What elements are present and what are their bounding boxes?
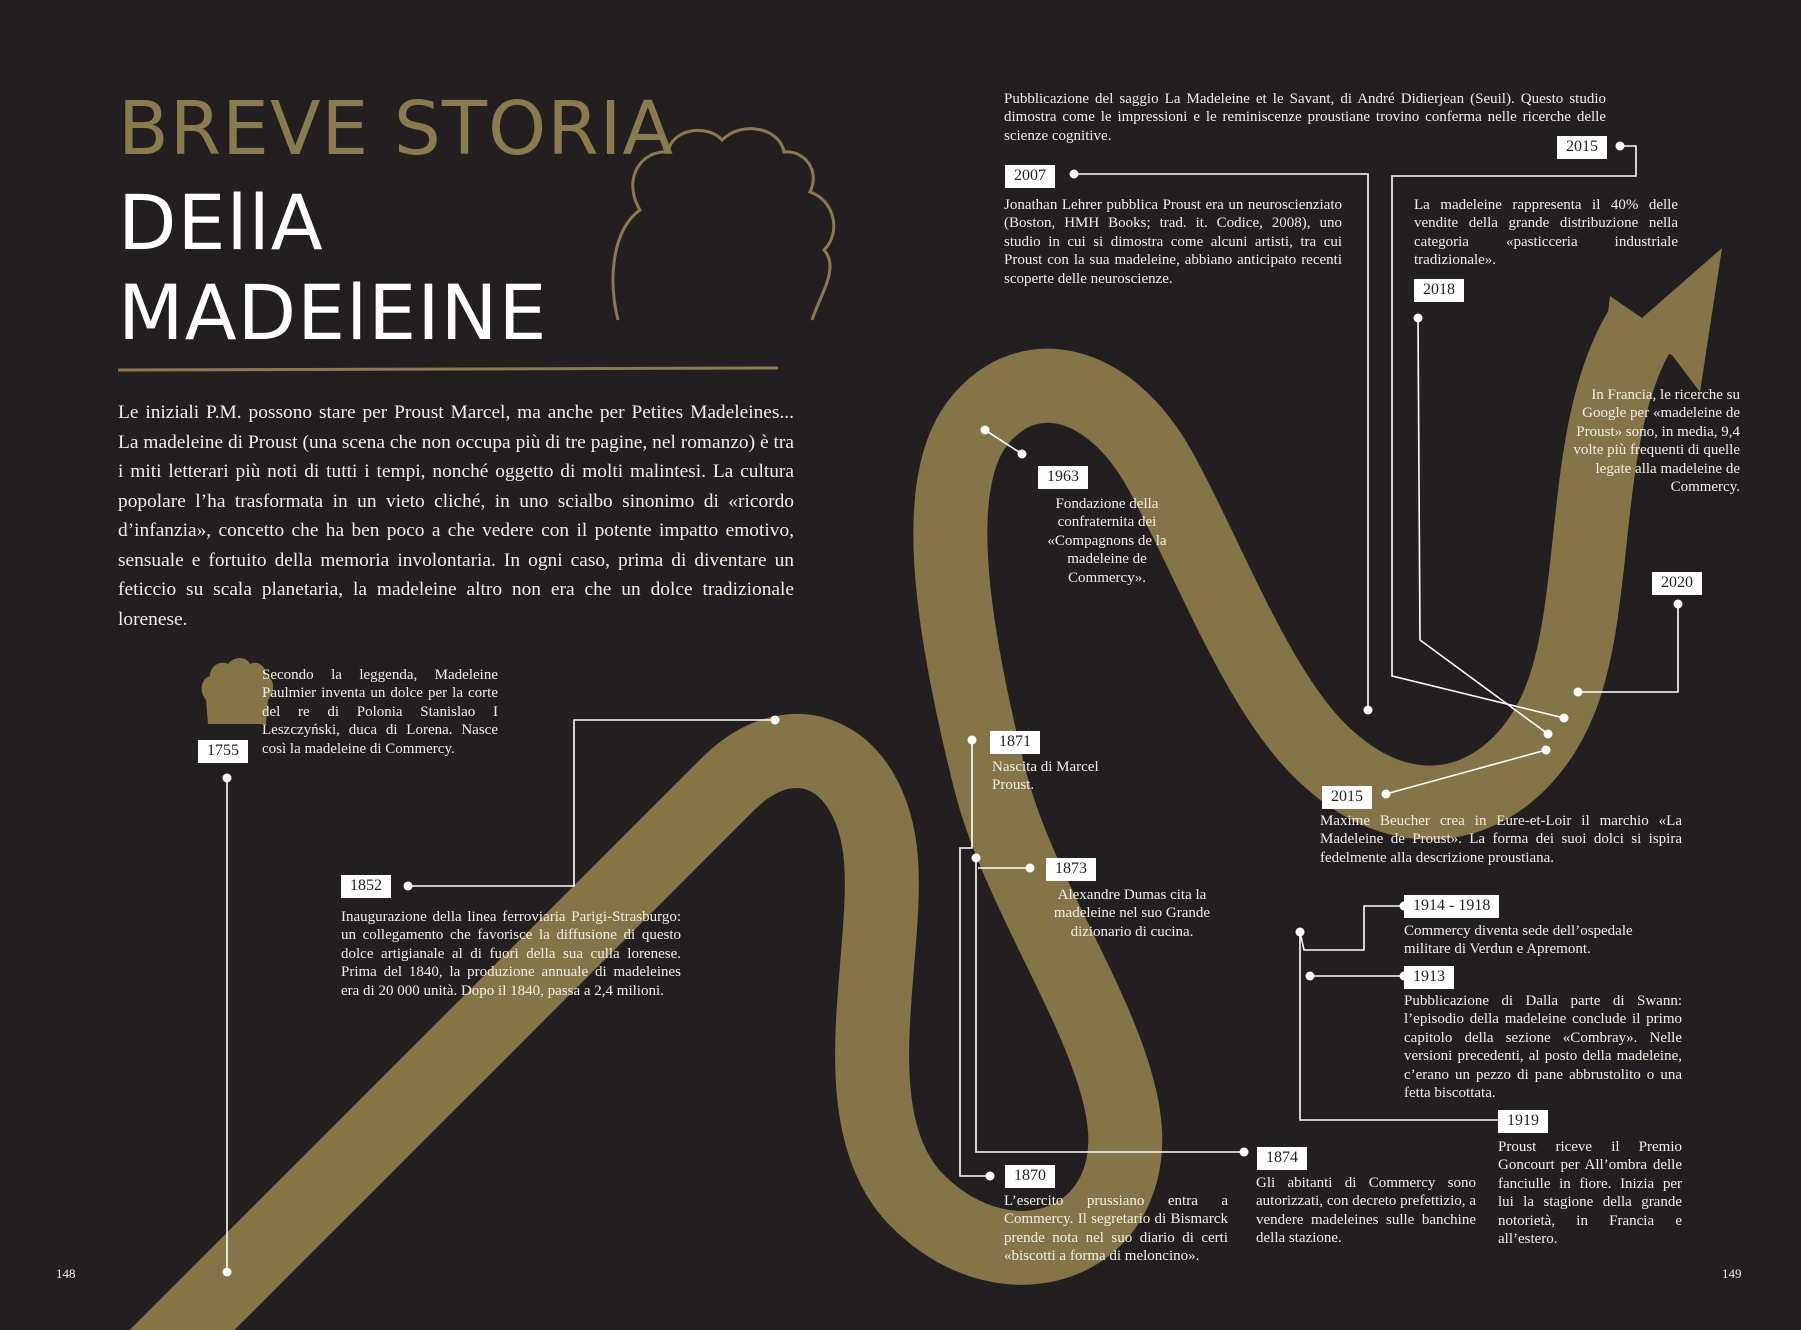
event-text-2015-beucher: Maxime Beucher crea in Eure-et-Loir il marchio «La Madeleine de Proust». La forma dei suoi dolci si ispira fedelmente alla descrizione proustiana.	[1320, 813, 1682, 866]
page-number-left: 148	[56, 1266, 76, 1281]
year-label-1914-1918: 1914 - 1918	[1404, 895, 1499, 918]
intro-paragraph: Le iniziali P.M. possono stare per Proust Marcel, ma anche per Petites Madeleines... La madeleine di Proust (una scena che non occupa più di tre pagine, nel romanzo) è tra i miti letterari più noti di tutti i tempi, nonché oggetto di molti malintesi. La cultura popolare l’ha trasformata in un vieto cliché, in uno scialbo sinonimo di «ricordo d’infanzia», concetto che ha ben poco a che vedere con il potente impatto emotivo, sensuale e fortuito della memoria involontaria. In ogni caso, prima di diventare un feticcio su scala planetaria, la madeleine altro non era che un dolce tradizionale lorenese.	[118, 402, 794, 630]
title-line-3: MADElEINE	[118, 268, 548, 357]
event-text-1874: Gli abitanti di Commercy sono autorizzati, con decreto prefettizio, a vendere madeleines sulle banchine della stazione.	[1256, 1175, 1476, 1247]
title-line-1: BREVE STORIA	[118, 86, 675, 172]
event-text-1870: L’esercito prussiano entra a Commercy. Il segretario di Bismarck prende nota nel suo diario di certi «biscotti a forma di meloncino».	[1004, 1193, 1228, 1265]
year-label-1919: 1919	[1498, 1110, 1548, 1133]
event-text-1873: Alexandre Dumas cita la madeleine nel suo Grande dizionario di cucina.	[1053, 887, 1211, 940]
year-label-2007: 2007	[1005, 165, 1055, 188]
event-text-1963: Fondazione della confraternita dei «Compagnons de la madeleine de Commercy».	[1047, 496, 1167, 586]
year-label-1755: 1755	[198, 740, 248, 763]
title-line-2: DEllA	[118, 178, 324, 267]
event-text-1755: Secondo la leggenda, Madeleine Paulmier inventa un dolce per la corte del re di Polonia Stanislao I Leszczyński, duca di Lorena. Nasce così la madeleine di Commercy.	[262, 667, 498, 757]
event-text-1919: Proust riceve il Premio Goncourt per All’ombra delle fanciulle in fiore. Inizia per lui la stagione della grande notorietà, in Francia e all’estero.	[1498, 1139, 1682, 1248]
year-label-1913: 1913	[1404, 966, 1454, 989]
year-label-1963: 1963	[1038, 466, 1088, 489]
year-label-2020: 2020	[1652, 572, 1702, 595]
year-label-2015-beucher: 2015	[1322, 786, 1372, 809]
year-label-1852: 1852	[341, 875, 391, 898]
event-text-1852: Inaugurazione della linea ferroviaria Parigi-Strasburgo: un collegamento che favorisce la diffusione di questo dolce artigianale al di fuori della sua culla lorenese. Prima del 1840, la produzione annuale di madeleines era di 20 000 unità. Dopo il 1840, passa a 2,4 milioni.	[341, 909, 681, 999]
title-underline	[118, 368, 778, 370]
event-text-1914-1918: Commercy diventa sede dell’ospedale militare di Verdun e Apremont.	[1404, 923, 1633, 958]
event-text-2020: In Francia, le ricerche su Google per «madeleine de Proust» sono, in media, 9,4 volte più frequenti di quelle legate alla madeleine de Commercy.	[1573, 387, 1740, 496]
year-label-2018: 2018	[1414, 279, 1464, 302]
year-label-1873: 1873	[1046, 858, 1096, 881]
year-label-1874: 1874	[1257, 1147, 1307, 1170]
event-text-1913: Pubblicazione di Dalla parte di Swann: l’episodio della madeleine conclude il primo capitolo della sezione «Combray». Nelle versioni precedenti, al posto della madeleine, c’erano un pezzo di pane abbrustolito o una fetta biscottata.	[1404, 993, 1682, 1102]
event-text-2007: Jonathan Lehrer pubblica Proust era un neuroscienziato (Boston, HMH Books; trad. it. Codice, 2008), uno studio in cui si dimostra come alcuni artisti, tra cui Proust con la sua madeleine, abbiano anticipato recenti scoperte delle neuroscienze.	[1004, 197, 1342, 287]
year-label-2015-saggio: 2015	[1557, 136, 1607, 159]
year-label-1870: 1870	[1005, 1165, 1055, 1188]
year-label-1871: 1871	[990, 731, 1040, 754]
page-number-right: 149	[1722, 1266, 1742, 1281]
event-text-2015-saggio: Pubblicazione del saggio La Madeleine et le Savant, di André Didierjean (Seuil). Questo studio dimostra come le impressioni e le reminiscenze proustiane trovino conferma nelle ricerche delle scienze cognitive.	[1004, 91, 1606, 144]
event-text-1871: Nascita di Marcel Proust.	[992, 759, 1099, 794]
event-text-2018: La madeleine rappresenta il 40% delle vendite della grande distribuzione nella categoria «pasticceria industriale tradizionale».	[1414, 197, 1678, 269]
